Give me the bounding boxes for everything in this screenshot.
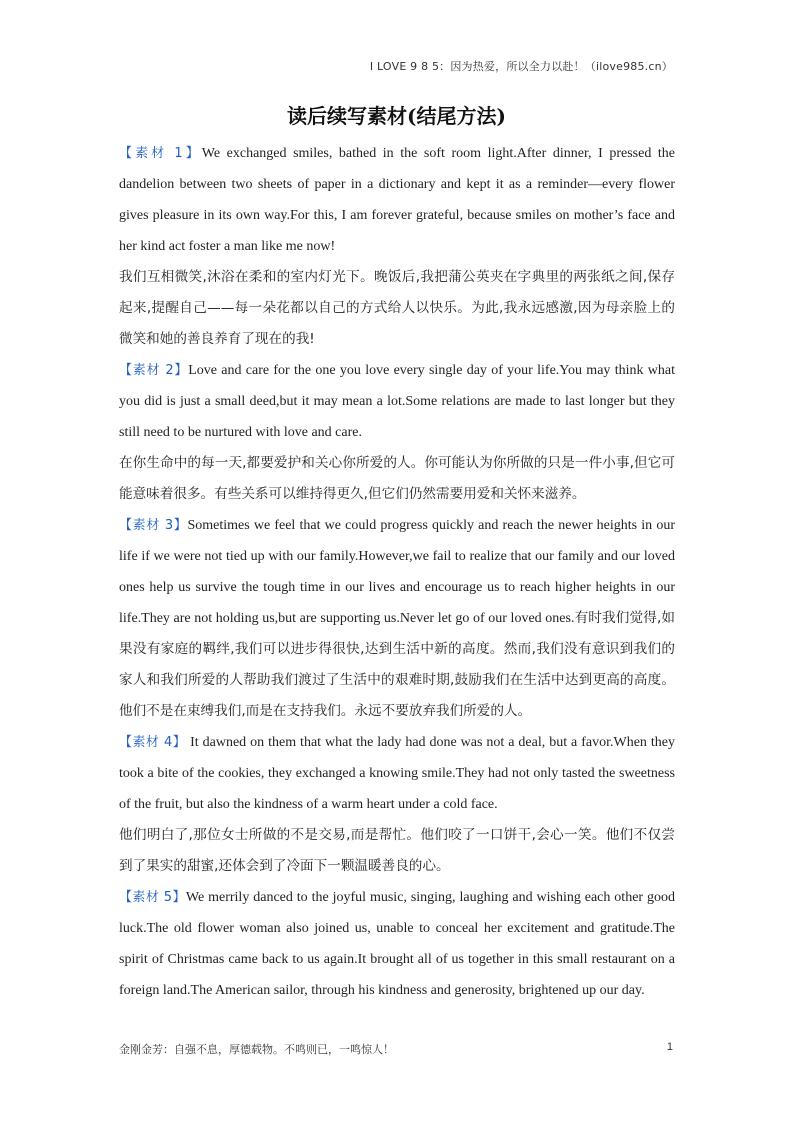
- material-1: [119, 138, 675, 355]
- page-header: I LOVE 9 8 5：因为热爱，所以全力以赴！（ilove985.cn）: [369, 60, 673, 73]
- material-5: [119, 882, 675, 1006]
- material-1-tag: 【素材 1】: [119, 146, 202, 161]
- material-1-en-text: We exchanged smiles, bathed in the soft room light.After dinner, I pressed the dandelion between two sheets of paper in a dictionary and kept it as a reminder—every flower gives pleasure in its own way.For this, I am forever grateful, because smiles on mother’s face and her kind act foster a man like me now!: [119, 146, 675, 254]
- material-1-english: [119, 138, 675, 262]
- material-4-chinese: 他们明白了,那位女士所做的不是交易,而是帮忙。他们咬了一口饼干,会心一笑。他们不仅尝到了果实的甜蜜,还体会到了冷面下一颗温暖善良的心。: [119, 827, 675, 874]
- material-2: [119, 355, 675, 510]
- material-5-en-text: We merrily danced to the joyful music, singing, laughing and wishing each other good luck.The old flower woman also joined us, unable to conceal her excitement and gratitude.The spirit of Christmas came back to us again.It brought all of us together in this small restaurant on a foreign land.The American sailor, through his kindness and generosity, brightened up our day.: [119, 890, 675, 998]
- page-number: 1: [666, 1041, 673, 1053]
- material-4-en-text: It dawned on them that what the lady had done was not a deal, but a favor.When they took a bite of the cookies, they exchanged a knowing smile.They had not only tasted the sweetness of the fruit, but also the kindness of a warm heart under a cold face.: [119, 735, 675, 812]
- material-3-chinese: 有时我们觉得,如果没有家庭的羁绊,我们可以进步得很快,达到生活中新的高度。然而,我们没有意识到我们的家人和我们所爱的人帮助我们渡过了生活中的艰难时期,鼓励我们在生活中达到更高的高度。他们不是在束缚我们,而是在支持我们。永远不要放弃我们所爱的人。: [119, 610, 675, 719]
- material-4: [119, 727, 675, 882]
- document-body: [119, 138, 675, 1006]
- material-1-chinese: 我们互相微笑,沐浴在柔和的室内灯光下。晚饭后,我把蒲公英夹在字典里的两张纸之间,保存起来,提醒自己——每一朵花都以自己的方式给人以快乐。为此,我永远感激,因为母亲脸上的微笑和她的善良养育了现在的我!: [119, 269, 675, 347]
- material-3-en-text: Sometimes we feel that we could progress quickly and reach the newer heights in our life if we were not tied up with our family.However,we fail to realize that our family and our loved ones help us survive the tough time in our lives and encourage us to reach higher heights in our life.They are not holding us,but are supporting us.Never let go of our loved ones.: [119, 518, 676, 626]
- material-5-english: [119, 882, 675, 1006]
- material-3-tag: 【素材 3】: [119, 518, 188, 533]
- page-title: 读后续写素材(结尾方法): [287, 104, 506, 128]
- material-2-en-text: Love and care for the one you love every single day of your life.You may think what you did is just a small deed,but it may mean a lot.Some relations are made to last longer but they still need to be nurtured with love and care.: [119, 363, 675, 440]
- material-2-chinese: 在你生命中的每一天,都要爱护和关心你所爱的人。你可能认为你所做的只是一件小事,但它可能意味着很多。有些关系可以维持得更久,但它们仍然需要用爱和关怀来滋养。: [119, 455, 675, 502]
- material-5-tag: 【素材 5】: [119, 890, 186, 905]
- material-2-english: [119, 355, 675, 448]
- material-2-tag: 【素材 2】: [119, 363, 189, 378]
- page-footer-motto: 金刚金芳：自强不息，厚德载物。不鸣则已，一鸣惊人！: [119, 1043, 394, 1056]
- material-4-tag: 【素材 4】: [119, 735, 187, 750]
- material-3: [119, 510, 675, 727]
- material-4-english: [119, 727, 675, 820]
- material-3-paragraph: [119, 510, 675, 727]
